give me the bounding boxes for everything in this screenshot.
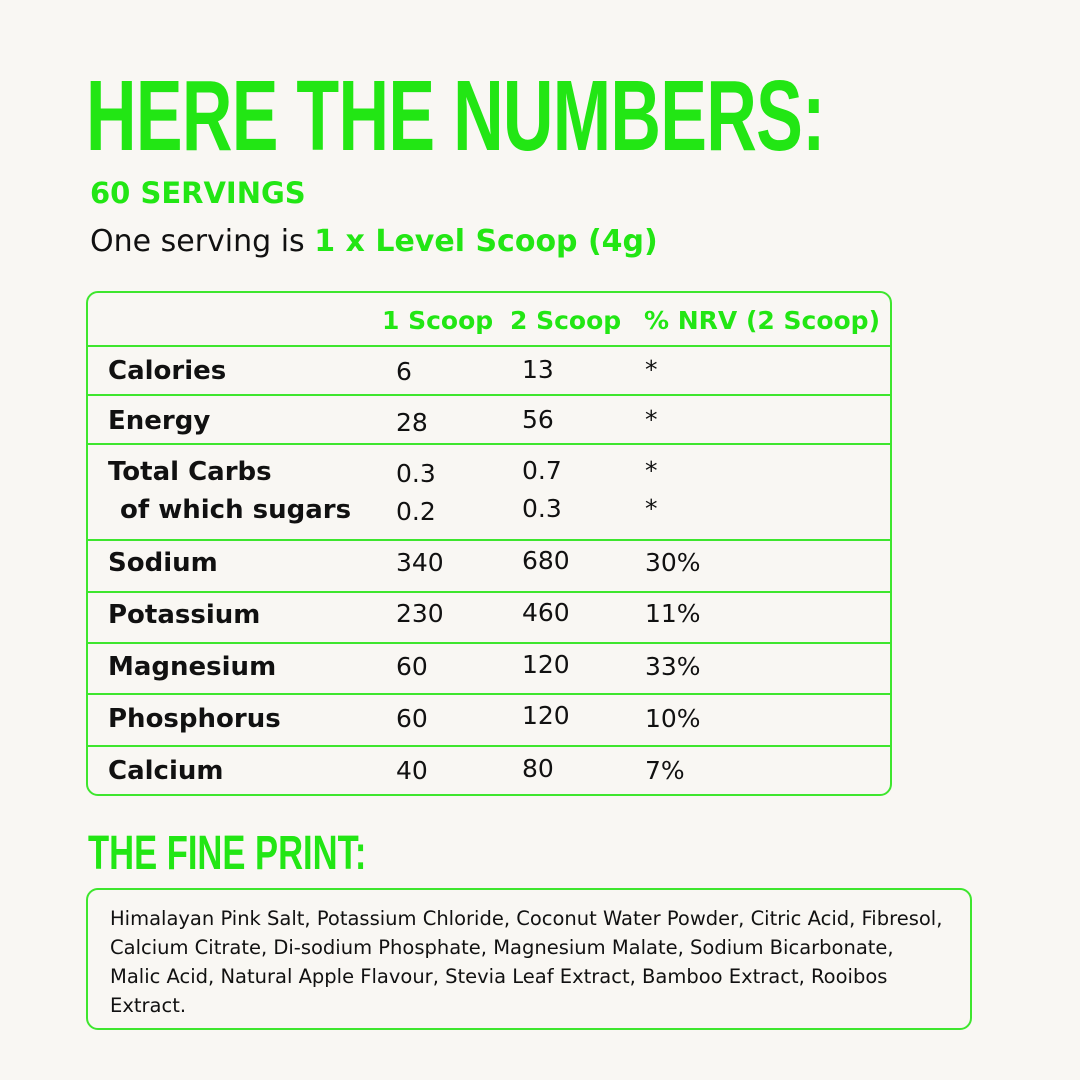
sub-row-label: of which sugars: [120, 495, 352, 525]
row-nrv: 11%: [645, 599, 701, 628]
row-1-scoop: 0.3: [396, 459, 436, 488]
row-nrv: *: [645, 405, 658, 434]
row-nrv: 33%: [645, 652, 701, 681]
table-row: [88, 443, 890, 541]
sub-row-2-scoop: 0.3: [522, 494, 562, 523]
row-1-scoop: 40: [396, 756, 428, 785]
row-2-scoop: 680: [522, 546, 570, 575]
servings-count: 60 SERVINGS: [90, 176, 306, 210]
table-row: [88, 745, 890, 796]
row-2-scoop: 0.7: [522, 456, 562, 485]
table-row: [88, 642, 890, 695]
row-2-scoop: 120: [522, 701, 570, 730]
row-label: Energy: [108, 406, 211, 436]
row-1-scoop: 28: [396, 408, 428, 437]
header-2-scoop: 2 Scoop: [510, 306, 622, 335]
serving-size-line: [90, 224, 658, 259]
row-2-scoop: 80: [522, 754, 554, 783]
row-nrv: 7%: [645, 756, 685, 785]
row-1-scoop: 60: [396, 652, 428, 681]
table-row: [88, 345, 890, 396]
fine-print-title: THE FINE PRINT:: [88, 827, 367, 880]
page-headline: HERE THE NUMBERS:: [86, 60, 825, 172]
serving-size-highlight: 1 x Level Scoop (4g): [314, 224, 658, 259]
table-row: [88, 394, 890, 445]
row-label: Sodium: [108, 548, 218, 578]
serving-size-prefix: One serving is: [90, 224, 315, 259]
row-1-scoop: 6: [396, 357, 412, 386]
row-label: Magnesium: [108, 652, 277, 682]
row-label: Calories: [108, 356, 227, 386]
row-1-scoop: 60: [396, 704, 428, 733]
row-2-scoop: 460: [522, 598, 570, 627]
header-nrv: % NRV (2 Scoop): [644, 306, 880, 335]
ingredients-text: Himalayan Pink Salt, Potassium Chloride, Coconut Water Powder, Citric Acid, Fibresol, Calcium Citrate, Di-sodium Phosphate, Magnesium Malate, Sodium Bicarbonate, Malic Acid, Natural Apple Flavour, Stevia Leaf Extract, Bamboo Extract, Rooibos Extract.: [110, 907, 943, 1017]
nutrition-table: [86, 291, 892, 796]
row-2-scoop: 13: [522, 355, 554, 384]
row-label: Phosphorus: [108, 704, 281, 734]
row-2-scoop: 56: [522, 405, 554, 434]
sub-row-1-scoop: 0.2: [396, 497, 436, 526]
row-nrv: 10%: [645, 704, 701, 733]
row-nrv: 30%: [645, 548, 701, 577]
row-1-scoop: 340: [396, 548, 444, 577]
row-2-scoop: 120: [522, 650, 570, 679]
table-row: [88, 693, 890, 747]
sub-row-nrv: *: [645, 494, 658, 523]
header-1-scoop: 1 Scoop: [382, 306, 494, 335]
row-nrv: *: [645, 355, 658, 384]
row-label: Total Carbs: [108, 457, 272, 487]
row-label: Calcium: [108, 756, 224, 786]
row-nrv: *: [645, 456, 658, 485]
fine-print-box: [86, 888, 972, 1030]
table-row: [88, 591, 890, 644]
table-row: [88, 539, 890, 593]
row-1-scoop: 230: [396, 599, 444, 628]
table-header-row: [88, 293, 890, 346]
row-label: Potassium: [108, 600, 261, 630]
